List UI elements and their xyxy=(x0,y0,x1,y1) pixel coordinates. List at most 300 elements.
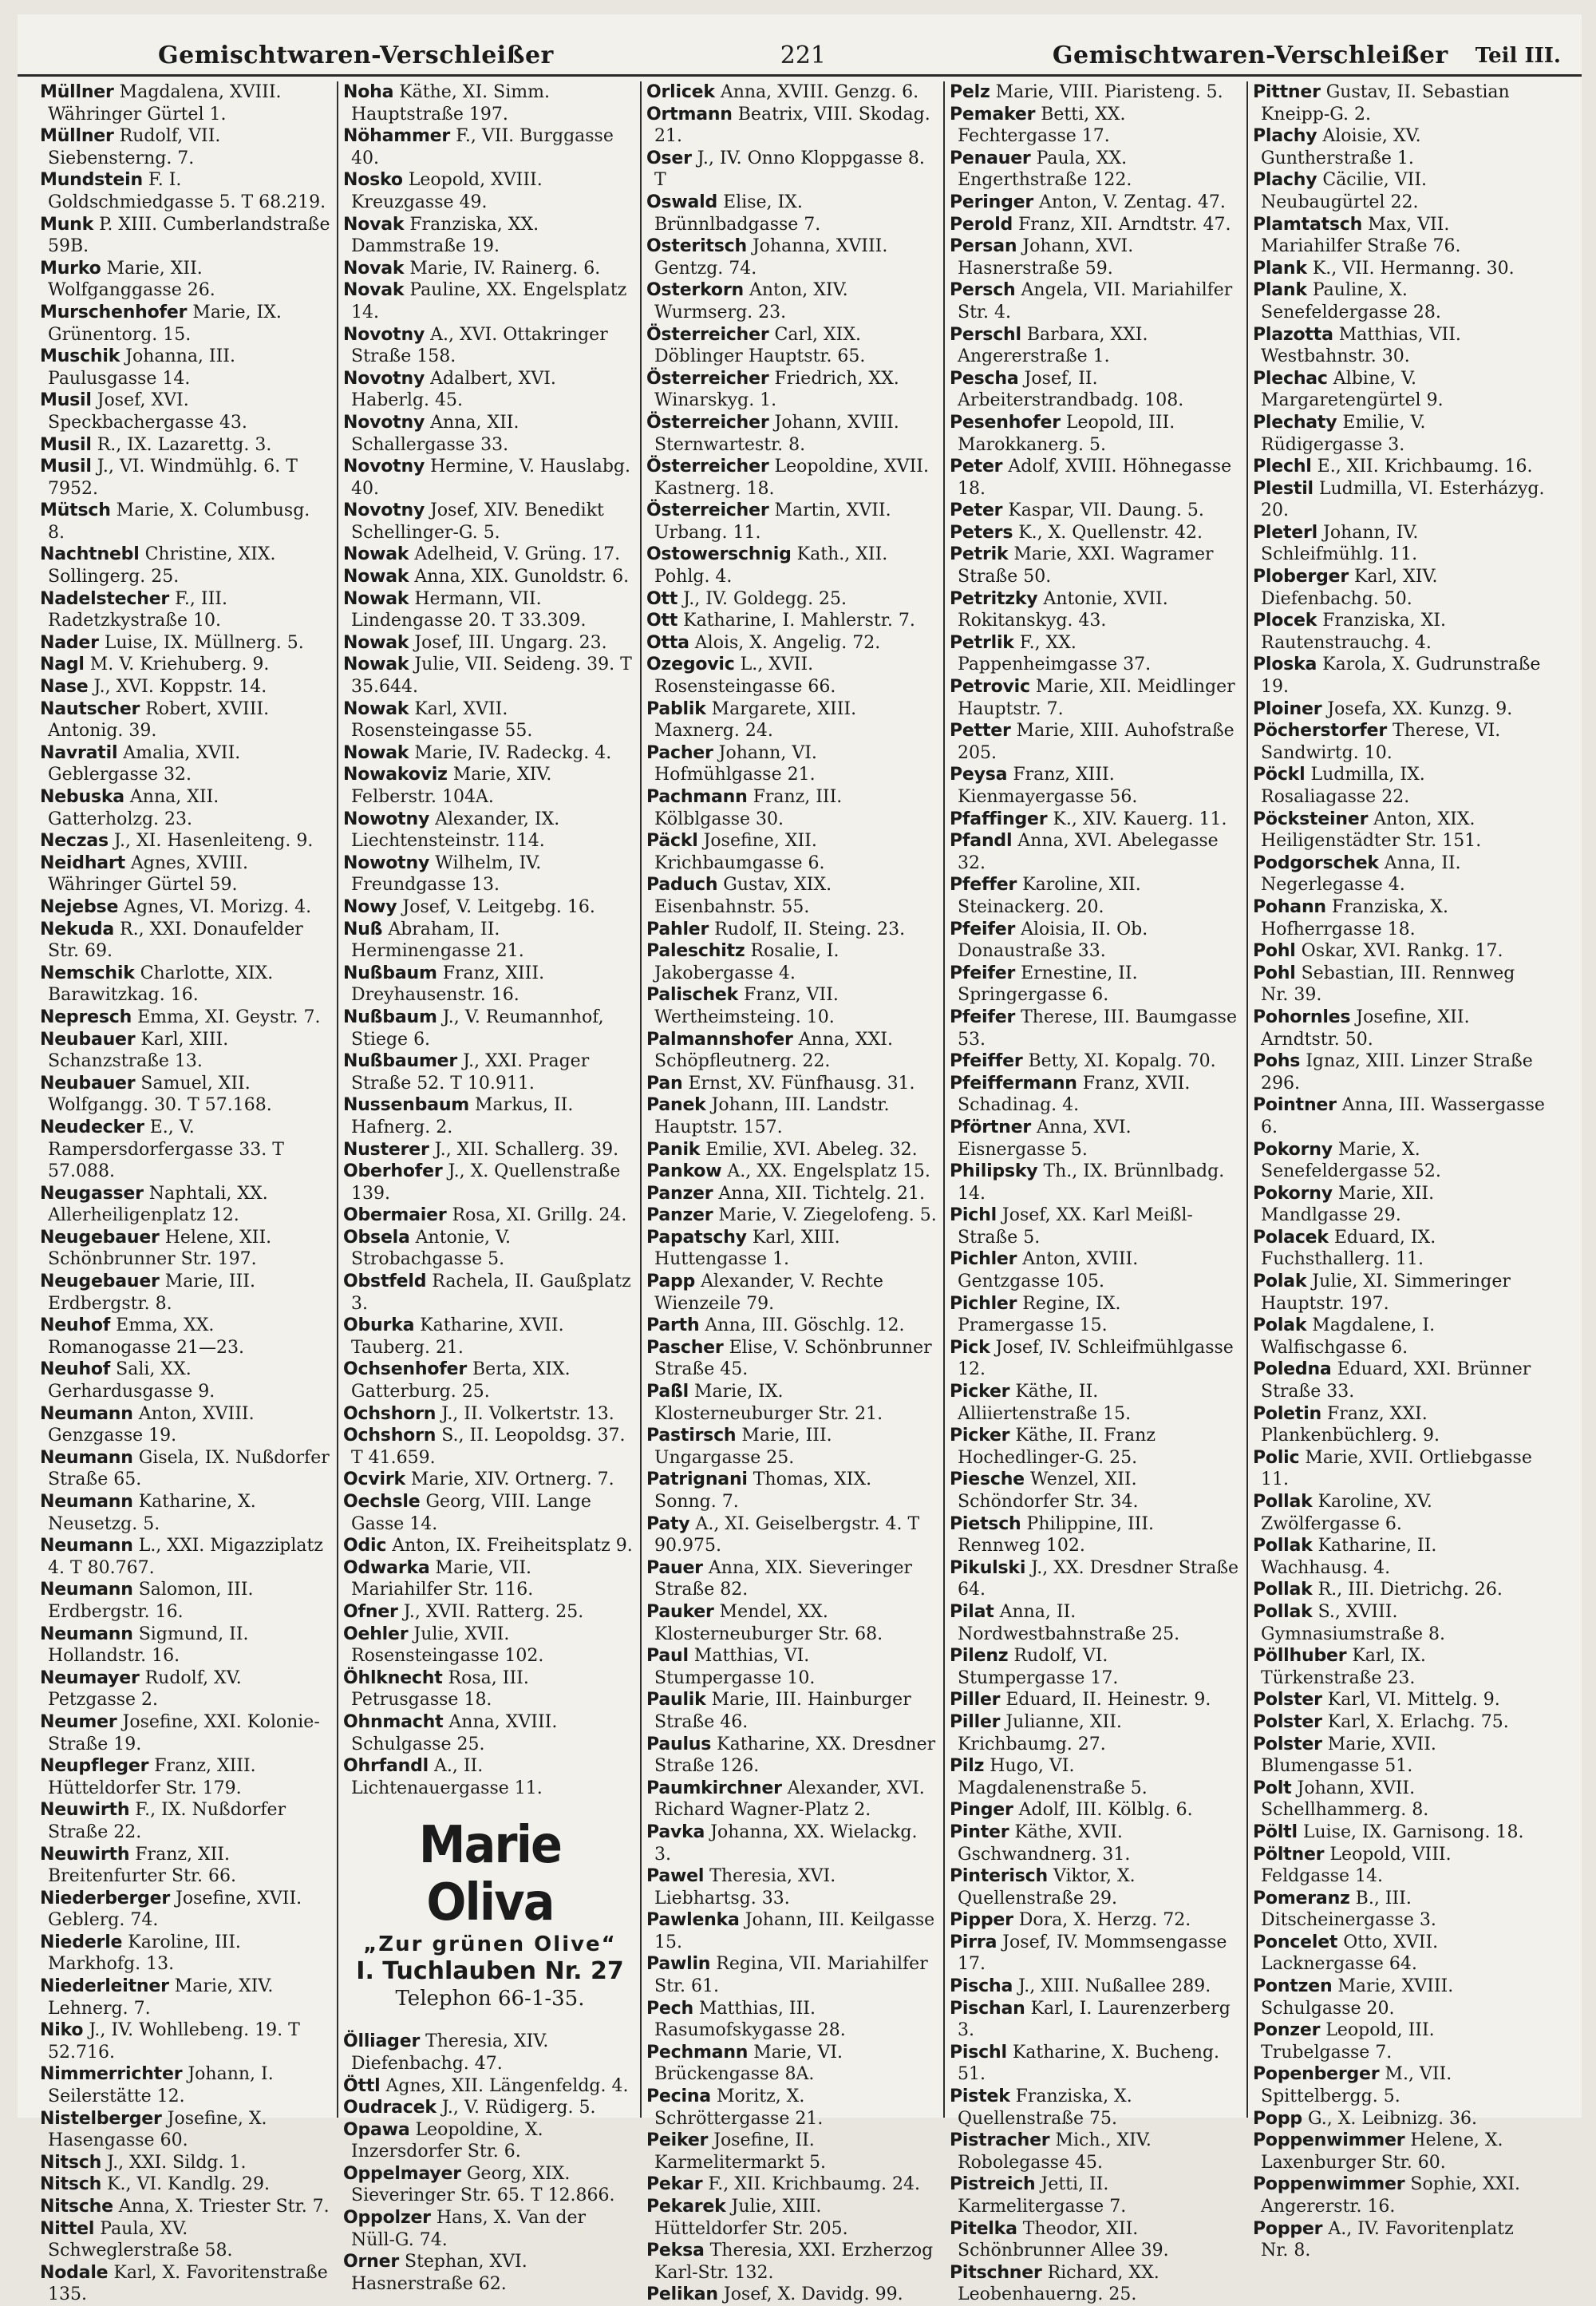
entry-surname: Ott xyxy=(646,588,678,609)
entry-surname: Neumann xyxy=(40,1492,133,1512)
entry-details: Pauline, XX. Engelsplatz 14. xyxy=(351,280,627,322)
entry-details: Angela, VII. Mariahilfer Str. 4. xyxy=(958,280,1233,322)
directory-entry xyxy=(646,786,937,830)
entry-details: K., XIV. Kauerg. 11. xyxy=(1053,809,1227,829)
entry-details: Franz, XII. Breitenfurter Str. 66. xyxy=(48,1844,236,1887)
entry-details: Abraham, II. Herminengasse 21. xyxy=(351,919,524,962)
directory-entry xyxy=(40,1888,330,1932)
entry-details: Th., IX. Brünnlbadg. 14. xyxy=(958,1161,1225,1204)
entry-details: Hermann, VII. Lindengasse 20. T 33.309. xyxy=(351,588,587,631)
entry-surname: Nebuska xyxy=(40,787,124,807)
entry-details: Johann, XVIII. Sternwartestr. 8. xyxy=(654,412,899,455)
directory-entry xyxy=(1253,720,1545,764)
entry-surname: Ponzer xyxy=(1253,2020,1321,2041)
entry-details: Emma, XI. Geystr. 7. xyxy=(137,1007,321,1027)
directory-entry xyxy=(950,1932,1240,1976)
entry-surname: Polster xyxy=(1253,1734,1322,1754)
entry-surname: Novak xyxy=(343,214,405,235)
entry-details: Katharine, X. Neusetzg. 5. xyxy=(48,1492,256,1534)
directory-entry xyxy=(343,742,634,765)
entry-surname: Neumer xyxy=(40,1711,117,1732)
directory-entry xyxy=(343,2207,634,2251)
entry-details: Josef, XVI. Speckbachergasse 43. xyxy=(48,390,247,433)
directory-entry xyxy=(40,1491,330,1535)
entry-surname: Poppenwimmer xyxy=(1253,2130,1405,2151)
entry-details: Leopold, III. Trubelgasse 7. xyxy=(1261,2020,1435,2063)
entry-details: Mendel, XX. Klosterneuburger Str. 68. xyxy=(654,1601,883,1644)
directory-entry xyxy=(343,1491,634,1535)
entry-surname: Plachy xyxy=(1253,170,1317,191)
entry-surname: Peters xyxy=(950,522,1013,543)
directory-entry xyxy=(646,1227,937,1271)
directory-entry xyxy=(1253,1579,1545,1601)
entry-details: Adolf, XVIII. Höhnegasse 18. xyxy=(958,457,1232,499)
directory-entry xyxy=(40,852,330,896)
entry-surname: Neuwirth xyxy=(40,1800,130,1821)
entry-surname: Munk xyxy=(40,214,94,235)
entry-details: Carl, XIX. Döblinger Hauptstr. 65. xyxy=(654,324,866,367)
entry-surname: Pech xyxy=(646,1998,693,2019)
entry-details: Leopoldine, XVII. Kastnerg. 18. xyxy=(654,457,929,499)
entry-surname: Pilenz xyxy=(950,1646,1009,1667)
entry-surname: Peter xyxy=(950,500,1003,521)
entry-details: Josefine, II. Karmelitermarkt 5. xyxy=(654,2130,827,2173)
directory-entry xyxy=(950,1204,1240,1248)
directory-entry xyxy=(343,654,634,698)
entry-details: Emilie, V. Rüdigergasse 3. xyxy=(1261,412,1426,455)
directory-entry xyxy=(950,1161,1240,1204)
directory-entry xyxy=(40,2019,330,2063)
entry-details: Johann, III. Landstr. Hauptstr. 157. xyxy=(654,1095,890,1137)
entry-surname: Oehler xyxy=(343,1624,409,1644)
entry-surname: Petrovic xyxy=(950,677,1030,698)
entry-details: Johanna, XVIII. Gentzg. 74. xyxy=(654,236,888,279)
entry-details: Josef, IV. Mommsengasse 17. xyxy=(958,1932,1227,1975)
entry-surname: Pfeiffer xyxy=(950,1051,1023,1072)
directory-entry xyxy=(343,809,634,852)
entry-details: Josefine, XVII. Geblerg. 74. xyxy=(48,1888,302,1931)
entry-surname: Pekarek xyxy=(646,2197,726,2217)
directory-entry xyxy=(646,1204,937,1227)
entry-details: Alexander, V. Rechte Wienzeile 79. xyxy=(654,1272,883,1314)
entry-details: E., V. Rampersdorfergasse 33. T 57.088. xyxy=(48,1117,284,1182)
entry-details: Theresia, XIV. Diefenbachg. 47. xyxy=(351,2031,549,2074)
entry-details: Oskar, XVI. Rankg. 17. xyxy=(1301,941,1503,962)
entry-details: B., III. Ditscheinergasse 3. xyxy=(1261,1888,1436,1931)
entry-surname: Musil xyxy=(40,390,92,411)
directory-entry xyxy=(1253,1976,1545,2019)
entry-details: F., XII. Krichbaumg. 24. xyxy=(708,2174,920,2195)
directory-entry xyxy=(343,324,634,368)
directory-entry xyxy=(1253,698,1545,721)
entry-surname: Nekuda xyxy=(40,919,115,939)
directory-entry xyxy=(343,2097,634,2119)
entry-details: Sebastian, III. Rennweg Nr. 39. xyxy=(1261,963,1515,1006)
entry-surname: Ott xyxy=(646,611,678,631)
entry-surname: Nowak xyxy=(343,698,409,719)
entry-details: Friedrich, XX. Winarskyg. 1. xyxy=(654,368,899,411)
directory-entry xyxy=(646,456,937,500)
entry-surname: Nagl xyxy=(40,655,85,675)
directory-entry xyxy=(40,346,330,390)
entry-surname: Pistreich xyxy=(950,2174,1036,2195)
entry-details: Gisela, IX. Nußdorfer Straße 65. xyxy=(48,1447,330,1490)
directory-entry xyxy=(40,632,330,655)
entry-surname: Ölliager xyxy=(343,2031,421,2052)
entry-surname: Poppenwimmer xyxy=(1253,2174,1405,2195)
directory-entry xyxy=(646,984,937,1028)
entry-details: J., XII. Schallerg. 39. xyxy=(434,1139,619,1160)
entry-details: Ludmilla, IX. Rosaliagasse 22. xyxy=(1261,765,1425,807)
directory-entry xyxy=(1253,1689,1545,1711)
entry-details: Marie, XIV. Felberstr. 104A. xyxy=(351,765,552,807)
directory-entry xyxy=(646,279,937,323)
entry-details: Marie, XVII. Blumengasse 51. xyxy=(1261,1734,1436,1777)
entry-details: Alexander, IX. Liechtensteinstr. 114. xyxy=(351,809,560,852)
entry-details: Magdalena, XVIII. Währinger Gürtel 1. xyxy=(48,82,282,125)
entry-details: Anna, XVIII. Schulgasse 25. xyxy=(351,1711,558,1754)
entry-details: Emilie, XVI. Abeleg. 32. xyxy=(705,1139,918,1160)
entry-surname: Pechmann xyxy=(646,2042,749,2063)
advertisement xyxy=(351,1817,629,2011)
entry-details: Marie, VI. Brückengasse 8A. xyxy=(654,2042,843,2085)
entry-surname: Patrignani xyxy=(646,1469,748,1490)
entry-surname: Paßl xyxy=(646,1382,689,1402)
entry-details: Josef, XIV. Benedikt Schellinger-G. 5. xyxy=(351,500,604,543)
directory-entry xyxy=(646,1689,937,1733)
entry-surname: Plazotta xyxy=(1253,324,1333,345)
directory-entry xyxy=(950,1050,1240,1073)
entry-details: Adalbert, XVI. Haberlg. 45. xyxy=(351,368,556,411)
directory-entry xyxy=(40,1624,330,1667)
entry-details: Helene, XII. Schönbrunner Str. 197. xyxy=(48,1227,272,1270)
entry-surname: Musil xyxy=(40,434,92,455)
entry-details: Marie, XIII. Auhofstraße 205. xyxy=(958,721,1235,763)
entry-details: Ernestine, II. Springergasse 6. xyxy=(958,963,1138,1006)
entry-surname: Nowotny xyxy=(343,809,430,829)
entry-surname: Pfeiffermann xyxy=(950,1073,1077,1094)
entry-surname: Ochshorn xyxy=(343,1426,437,1446)
entry-details: Karl, IX. Türkenstraße 23. xyxy=(1261,1646,1426,1688)
directory-entry xyxy=(1253,2108,1545,2130)
directory-entry xyxy=(343,412,634,456)
entry-surname: Pitelka xyxy=(950,2218,1017,2239)
entry-details: Mich., XIV. Robolegasse 45. xyxy=(958,2130,1152,2173)
entry-surname: Öhlknecht xyxy=(343,1667,443,1688)
directory-entry xyxy=(1253,1094,1545,1138)
directory-entry xyxy=(950,104,1240,148)
entry-surname: Paleschitz xyxy=(646,941,745,962)
directory-entry xyxy=(646,81,937,104)
entry-details: Katharine, XVII. Tauberg. 21. xyxy=(351,1315,564,1358)
directory-entry xyxy=(1253,456,1545,478)
directory-entry xyxy=(1253,1778,1545,1821)
entry-details: E., XII. Krichbaumg. 16. xyxy=(1317,457,1533,477)
entry-surname: Neuhof xyxy=(40,1359,111,1380)
entry-surname: Oppelmayer xyxy=(343,2163,461,2184)
listing-columns xyxy=(35,81,1570,2305)
directory-entry xyxy=(40,786,330,830)
directory-entry xyxy=(1253,258,1545,280)
directory-entry xyxy=(646,1271,937,1315)
directory-entry xyxy=(40,2063,330,2107)
entry-details: Franziska, X. Hofherrgasse 18. xyxy=(1261,896,1448,939)
directory-entry xyxy=(343,1403,634,1426)
directory-entry xyxy=(1253,412,1545,456)
entry-details: Gustav, XIX. Eisenbahnstr. 55. xyxy=(654,875,832,917)
entry-details: Anna, III. Göschlg. 12. xyxy=(705,1315,905,1336)
entry-details: K., VII. Hermanng. 30. xyxy=(1312,258,1515,279)
directory-entry xyxy=(40,654,330,676)
entry-surname: Ploberger xyxy=(1253,567,1349,587)
directory-entry xyxy=(646,610,937,632)
entry-surname: Ochshorn xyxy=(343,1403,437,1424)
entry-surname: Pikulski xyxy=(950,1557,1026,1578)
entry-surname: Osteritsch xyxy=(646,236,747,257)
entry-details: Rudolf, VI. Stumpergasse 17. xyxy=(958,1646,1119,1688)
entry-details: Pauline, X. Senefeldergasse 28. xyxy=(1261,280,1441,322)
directory-entry xyxy=(646,104,937,148)
entry-surname: Peksa xyxy=(646,2241,705,2261)
ad-subtitle: „Zur grünen Olive“ xyxy=(363,1932,617,1957)
directory-entry xyxy=(646,1425,937,1469)
entry-details: Margarete, XIII. Maxnerg. 24. xyxy=(654,698,857,742)
entry-surname: Pöcherstorfer xyxy=(1253,721,1388,742)
directory-entry xyxy=(1253,940,1545,963)
entry-surname: Nejebse xyxy=(40,896,119,917)
entry-surname: Panzer xyxy=(646,1205,713,1226)
directory-page xyxy=(18,14,1582,2305)
entry-surname: Pietsch xyxy=(950,1513,1021,1534)
entry-details: A., XX. Engelsplatz 15. xyxy=(727,1161,930,1182)
entry-surname: Peiker xyxy=(646,2130,709,2151)
entry-details: S., XVIII. Gymnasiumstraße 8. xyxy=(1261,1601,1445,1644)
entry-surname: Pfeifer xyxy=(950,963,1016,983)
entry-surname: Nase xyxy=(40,677,89,698)
directory-entry xyxy=(40,1271,330,1315)
directory-entry xyxy=(646,1094,937,1138)
entry-surname: Musil xyxy=(40,457,92,477)
entry-details: Julie, XIII. Hütteldorfer Str. 205. xyxy=(654,2197,848,2239)
entry-details: J., II. Volkertstr. 13. xyxy=(441,1403,614,1424)
directory-entry xyxy=(343,1557,634,1601)
entry-surname: Pescha xyxy=(950,368,1019,389)
entry-surname: Pokorny xyxy=(1253,1183,1333,1204)
entry-surname: Nistelberger xyxy=(40,2108,162,2129)
entry-details: Marie, XXI. Wagramer Straße 50. xyxy=(958,544,1214,587)
entry-details: Gustav, II. Sebastian Kneipp-G. 2. xyxy=(1261,82,1510,125)
directory-entry xyxy=(40,258,330,302)
entry-surname: Österreicher xyxy=(646,368,769,389)
directory-entry xyxy=(343,566,634,588)
entry-surname: Pauer xyxy=(646,1557,703,1578)
entry-surname: Müllner xyxy=(40,82,114,102)
entry-surname: Pischan xyxy=(950,1998,1025,2019)
directory-entry xyxy=(343,1755,634,1799)
entry-details: Marie, VII. Mariahilfer Str. 116. xyxy=(351,1557,534,1600)
header-right-title: Gemischtwaren-Verschleißer xyxy=(1052,42,1448,69)
entry-details: Max, VII. Mariahilfer Straße 76. xyxy=(1261,214,1461,257)
entry-surname: Nowak xyxy=(343,544,409,565)
entry-details: Leopold, III. Marokkanerg. 5. xyxy=(958,412,1175,455)
directory-entry xyxy=(1253,1711,1545,1734)
directory-entry xyxy=(1253,1447,1545,1491)
entry-surname: Pinter xyxy=(950,1821,1009,1842)
directory-entry xyxy=(343,2031,634,2075)
entry-surname: Plestil xyxy=(1253,478,1314,499)
entry-surname: Perschl xyxy=(950,324,1021,345)
directory-entry xyxy=(343,81,634,125)
directory-entry xyxy=(646,2240,937,2284)
entry-details: Anna, XVIII. Genzg. 6. xyxy=(720,82,919,102)
entry-details: Josefa, XX. Kunzg. 9. xyxy=(1327,698,1513,719)
entry-surname: Nowak xyxy=(343,588,409,609)
directory-entry xyxy=(40,1844,330,1888)
entry-surname: Paty xyxy=(646,1513,690,1534)
entry-details: Paula, XV. Schweglerstraße 58. xyxy=(48,2218,233,2261)
entry-details: Karoline, XII. Steinackerg. 20. xyxy=(958,875,1141,917)
directory-entry xyxy=(1253,324,1545,368)
directory-entry xyxy=(343,169,634,213)
entry-surname: Päckl xyxy=(646,831,698,852)
entry-details: Amalia, XVII. Geblergasse 32. xyxy=(48,742,241,785)
entry-surname: Pawlin xyxy=(646,1954,711,1975)
entry-surname: Nowak xyxy=(343,742,409,763)
entry-details: Sali, XX. Gerhardusgasse 9. xyxy=(48,1359,215,1402)
directory-entry xyxy=(1253,81,1545,125)
directory-entry xyxy=(343,2163,634,2207)
entry-details: Katharine, XX. Dresdner Straße 126. xyxy=(654,1734,936,1777)
entry-surname: Odwarka xyxy=(343,1557,430,1578)
entry-details: Samuel, XII. Wolfgangg. 30. T 57.168. xyxy=(48,1073,272,1116)
entry-surname: Pittner xyxy=(1253,82,1321,102)
entry-details: Marie, IV. Rainerg. 6. xyxy=(409,258,601,279)
entry-details: Rachela, II. Gaußplatz 3. xyxy=(351,1272,631,1314)
entry-details: Philippine, III. Rennweg 102. xyxy=(958,1513,1155,1556)
entry-details: Kaspar, VII. Daung. 5. xyxy=(1008,500,1204,521)
directory-entry xyxy=(646,235,937,279)
entry-surname: Pischl xyxy=(950,2042,1007,2063)
entry-details: Anna, II. Nordwestbahnstraße 25. xyxy=(958,1601,1180,1644)
entry-surname: Popenberger xyxy=(1253,2064,1380,2085)
entry-details: A., II. Lichtenauergasse 11. xyxy=(351,1756,543,1798)
directory-entry xyxy=(40,963,330,1007)
entry-surname: Peysa xyxy=(950,765,1008,785)
directory-entry xyxy=(950,809,1240,831)
entry-surname: Popper xyxy=(1253,2218,1323,2239)
entry-surname: Persch xyxy=(950,280,1016,301)
entry-details: Antonie, V. Strobachgasse 5. xyxy=(351,1227,512,1270)
directory-entry xyxy=(343,1204,634,1227)
directory-entry xyxy=(40,544,330,587)
entry-surname: Nowotny xyxy=(343,852,430,873)
entry-details: Karl, X. Favoritenstraße 135. xyxy=(48,2262,328,2305)
entry-details: Marie, XIV. Lehnerg. 7. xyxy=(48,1976,274,2019)
entry-details: Marie, XII. Wolfganggasse 26. xyxy=(48,258,215,301)
directory-entry xyxy=(1253,1844,1545,1888)
entry-details: Josef, III. Ungarg. 23. xyxy=(414,632,607,653)
directory-entry xyxy=(40,434,330,457)
entry-details: J., V. Reumannhof, Stiege 6. xyxy=(351,1007,604,1050)
entry-surname: Pleterl xyxy=(1253,522,1318,543)
directory-entry xyxy=(1253,654,1545,698)
directory-entry xyxy=(1253,169,1545,213)
entry-surname: Murko xyxy=(40,258,101,279)
entry-surname: Ocvirk xyxy=(343,1469,405,1490)
entry-details: Marie, VIII. Piaristeng. 5. xyxy=(995,82,1223,102)
entry-details: Sigmund, II. Hollandstr. 16. xyxy=(48,1624,249,1667)
entry-surname: Nowy xyxy=(343,896,397,917)
entry-surname: Papatschy xyxy=(646,1227,747,1248)
entry-surname: Pawlenka xyxy=(646,1910,740,1931)
directory-entry xyxy=(950,1711,1240,1755)
directory-entry xyxy=(950,324,1240,368)
directory-entry xyxy=(343,368,634,412)
entry-details: Agnes, XVIII. Währinger Gürtel 59. xyxy=(48,852,248,896)
entry-details: Franziska, X. Quellenstraße 75. xyxy=(958,2086,1132,2129)
directory-entry xyxy=(343,632,634,655)
entry-surname: Plechl xyxy=(1253,457,1312,477)
directory-entry xyxy=(950,1909,1240,1932)
directory-entry xyxy=(40,1799,330,1843)
entry-surname: Neubauer xyxy=(40,1029,136,1050)
directory-entry xyxy=(950,81,1240,104)
entry-details: Anna, XIX. Gunoldstr. 6. xyxy=(414,567,630,587)
entry-surname: Neczas xyxy=(40,831,109,852)
directory-entry xyxy=(343,279,634,323)
entry-details: J., VI. Windmühlg. 6. T 7952. xyxy=(48,457,298,499)
entry-details: Rudolf, XV. Petzgasse 2. xyxy=(48,1667,242,1711)
entry-surname: Pick xyxy=(950,1337,990,1358)
entry-surname: Novotny xyxy=(343,457,425,477)
directory-entry xyxy=(950,1645,1240,1689)
entry-details: Cäcilie, VII. Neubaugürtel 22. xyxy=(1261,170,1428,212)
directory-entry xyxy=(646,1337,937,1381)
entry-details: Josef, X. Davidg. 99. xyxy=(723,2284,903,2305)
directory-entry xyxy=(646,1073,937,1095)
directory-entry xyxy=(950,676,1240,720)
entry-surname: Nitsch xyxy=(40,2174,102,2195)
entry-details: Richard, XX. Leobenhauerng. 25. xyxy=(958,2262,1159,2305)
entry-details: Matthias, VII. Westbahnstr. 30. xyxy=(1261,324,1461,367)
entry-details: Paula, XX. Engerthstraße 122. xyxy=(958,148,1132,191)
column-4 xyxy=(945,81,1248,2305)
directory-entry xyxy=(950,2173,1240,2217)
entry-details: Anna, XII. Tichtelg. 21. xyxy=(718,1183,925,1204)
entry-surname: Nusterer xyxy=(343,1139,429,1160)
directory-entry xyxy=(646,324,937,368)
entry-surname: Pohl xyxy=(1253,941,1296,962)
entry-details: Anna, XII. Gatterholzg. 23. xyxy=(48,787,219,829)
entry-surname: Pollak xyxy=(1253,1536,1313,1556)
directory-entry xyxy=(343,764,634,808)
directory-entry xyxy=(950,1073,1240,1117)
entry-surname: Poncelet xyxy=(1253,1932,1338,1952)
directory-entry xyxy=(40,1359,330,1402)
directory-entry xyxy=(343,588,634,632)
entry-details: Josefine, XXI. Kolonie-Straße 19. xyxy=(48,1711,320,1754)
directory-entry xyxy=(950,1425,1240,1469)
directory-entry xyxy=(646,1513,937,1557)
entry-details: Johann, XVII. Schellhammerg. 8. xyxy=(1261,1778,1429,1821)
entry-details: Marie, XIV. Ortnerg. 7. xyxy=(410,1469,614,1490)
entry-surname: Pawel xyxy=(646,1866,705,1887)
directory-entry xyxy=(646,588,937,611)
entry-surname: Neugebauer xyxy=(40,1227,160,1248)
entry-details: Katharine, X. Bucheng. 51. xyxy=(958,2042,1219,2085)
directory-entry xyxy=(343,1359,634,1402)
entry-surname: Pitschner xyxy=(950,2262,1042,2283)
